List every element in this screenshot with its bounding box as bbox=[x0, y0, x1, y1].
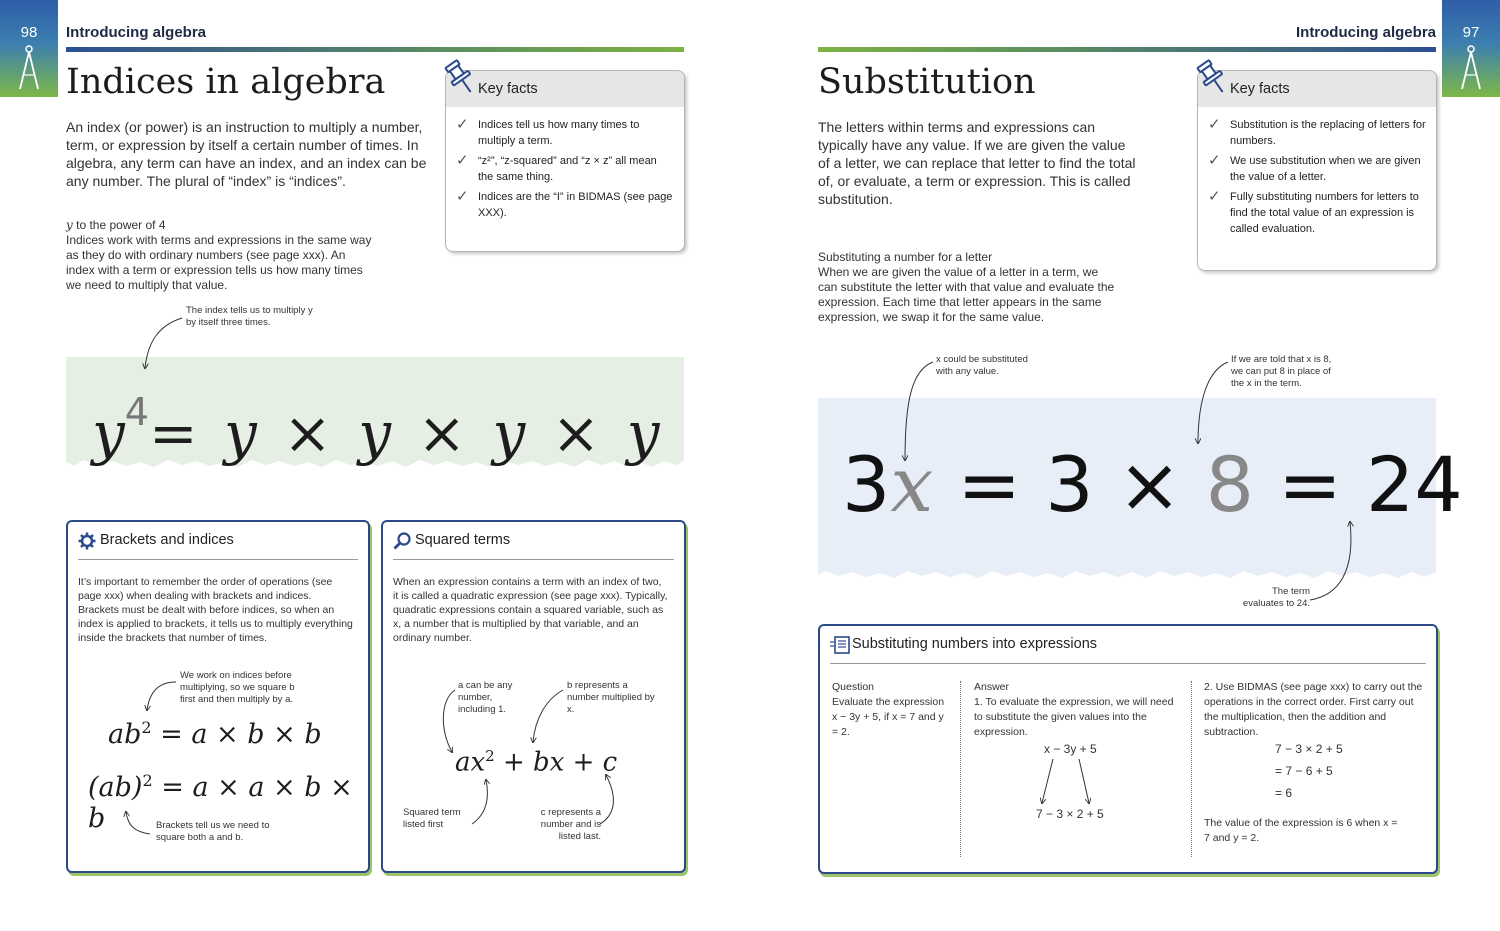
magnifier-icon bbox=[393, 532, 411, 550]
column-divider bbox=[960, 681, 961, 857]
equation-rhs: = y × y × y × y bbox=[148, 399, 664, 467]
sub-eq-coef: 3 bbox=[842, 440, 891, 529]
panel-divider bbox=[78, 559, 358, 560]
squared-terms-panel bbox=[381, 520, 686, 873]
right-key-facts-title: Key facts bbox=[1198, 71, 1436, 107]
gear-icon bbox=[78, 532, 96, 550]
calc-line-1: 7 − 3 × 2 + 5 bbox=[1275, 742, 1343, 756]
equation-exponent: 4 bbox=[124, 390, 149, 434]
right-intro-text: The letters within terms and expressions can typically have any value. If we are given the value of a letter, we can replace that letter to find the total of, or evaluate, a term or expression. This is called substitution. bbox=[818, 119, 1136, 207]
sub-eq-mid: = 3 × bbox=[957, 440, 1182, 529]
squared-panel-title: Squared terms bbox=[415, 532, 511, 548]
substitution-subtext: When we are given the value of a letter in a term, we can substitute the letter with that value and evaluate the expression. Each time that letter appears in the same expression, we swap it for the same value. bbox=[818, 265, 1115, 324]
squared-ann-squared: Squared term listed first bbox=[403, 807, 461, 830]
eq1-lhs: ab bbox=[108, 719, 142, 750]
bracket-equation-1 bbox=[108, 718, 322, 750]
quad-rest: + bx + c bbox=[502, 747, 618, 778]
substitution-subheading: Substituting a number for a letter bbox=[818, 250, 993, 264]
eq1-exp: 2 bbox=[141, 718, 152, 737]
left-intro-text: An index (or power) is an instruction to multiply a number, term, or expression by itself a certain number of times. In algebra, any term can have an index, and an index can be any number. The plural of “index” is “indices”. bbox=[66, 119, 427, 189]
right-key-fact-item: ✓ Fully substituting numbers for letters to find the total value of an expression is called evaluation. bbox=[1208, 188, 1419, 235]
question-block bbox=[832, 680, 952, 740]
column-divider bbox=[1191, 681, 1192, 857]
power-subsection bbox=[66, 218, 376, 293]
compass-icon bbox=[1459, 45, 1483, 91]
substitution-ann-8: If we are told that x is 8, we can put 8 in place of the x in the term. bbox=[1231, 354, 1332, 389]
brackets-annotation-bottom: Brackets tell us we need to square both a and b. bbox=[156, 820, 270, 843]
squared-ann-b: b represents a number multiplied by x. bbox=[567, 680, 655, 715]
worked-example-icon bbox=[830, 636, 850, 654]
substitution-ann-x: x could be substituted with any value. bbox=[936, 354, 1028, 377]
substitution-equation bbox=[842, 440, 1463, 530]
right-header-rule bbox=[818, 47, 1436, 52]
example-panel-title: Substituting numbers into expressions bbox=[852, 636, 1098, 652]
squared-panel-text: When an expression contains a term with an index of two, it is called a quadratic expression (see page xxx). Typically, quadratic expressions contain a squared variable, such as x, a number that is multiplied by that variable, and an ordinary number. bbox=[393, 576, 668, 644]
question-label: Question bbox=[832, 681, 875, 693]
left-header-rule bbox=[66, 47, 684, 52]
example-conclusion: The value of the expression is 6 when x = 7 and y = 2. bbox=[1204, 817, 1398, 844]
power-subheading: to the power of 4 bbox=[76, 218, 166, 232]
power-subtext: Indices work with terms and expressions in the same way as they do with ordinary numbers (see page xxx). An index with a term or expression tells us how many times we need to multiply that value. bbox=[66, 233, 372, 292]
index-annotation: The index tells us to multiply y by itself three times. bbox=[186, 305, 313, 328]
quadratic-expression bbox=[455, 747, 617, 778]
answer-block bbox=[974, 680, 1174, 740]
substitution-subsection bbox=[818, 250, 1118, 325]
substitution-example-panel bbox=[818, 624, 1438, 874]
squared-ann-c: c represents a number and is listed last. bbox=[540, 807, 601, 842]
left-running-head: Introducing algebra bbox=[66, 24, 207, 41]
substituted-expression: 7 − 3 × 2 + 5 bbox=[1036, 807, 1104, 821]
calc-line-2: = 7 − 6 + 5 bbox=[1275, 764, 1333, 778]
left-key-facts-box bbox=[445, 70, 685, 252]
brackets-panel-text: It’s important to remember the order of operations (see page xxx) when dealing with brackets and indices. Brackets must be dealt with before indices, so when an index is applied to brackets, it tells us to multiply everything inside the brackets that number of times. bbox=[78, 576, 353, 644]
equation-base: y bbox=[92, 399, 125, 467]
eq2-lhs: (ab) bbox=[88, 772, 143, 803]
brackets-indices-panel bbox=[66, 520, 370, 873]
right-key-fact-item: ✓ Substitution is the replacing of letters for numbers. bbox=[1208, 116, 1426, 147]
question-text: Evaluate the expression x − 3y + 5, if x = 7 and y = 2. bbox=[832, 696, 945, 738]
check-icon: ✓ bbox=[1208, 188, 1221, 205]
right-key-fact-item: ✓ We use substitution when we are given the value of a letter. bbox=[1208, 152, 1421, 183]
answer-step2: 2. Use BIDMAS (see page xxx) to carry out the operations in the correct order. First carry out the multiplication, then the addition and subtraction. bbox=[1204, 681, 1423, 738]
left-key-facts-title: Key facts bbox=[446, 71, 684, 107]
check-icon: ✓ bbox=[1208, 152, 1221, 169]
sub-eq-var: x bbox=[890, 440, 934, 529]
power-subheading-var: y bbox=[66, 218, 73, 232]
left-key-fact-item: ✓ “z²”, “z-squared” and “z × z” all mean the same thing. bbox=[456, 152, 657, 183]
check-icon: ✓ bbox=[456, 152, 469, 169]
squared-ann-a: a can be any number, including 1. bbox=[458, 680, 513, 715]
right-running-head: Introducing algebra bbox=[1295, 24, 1436, 41]
left-page-tab bbox=[0, 0, 58, 97]
right-page-title: Substitution bbox=[818, 62, 1036, 102]
power-equation bbox=[92, 372, 663, 473]
eq2-rhs: = a × a × b × b bbox=[88, 772, 353, 834]
left-key-fact-item: ✓ Indices are the “I” in BIDMAS (see page XXX). bbox=[456, 188, 673, 219]
pushpin-icon bbox=[1194, 58, 1226, 100]
eq1-rhs: = a × b × b bbox=[160, 719, 322, 750]
compass-icon bbox=[17, 45, 41, 91]
brackets-annotation-top: We work on indices before multiplying, so we square b first and then multiply by a. bbox=[180, 670, 295, 705]
pushpin-icon bbox=[442, 58, 474, 100]
check-icon: ✓ bbox=[1208, 116, 1221, 133]
original-expression: x − 3y + 5 bbox=[1044, 742, 1097, 756]
eq2-exp: 2 bbox=[142, 771, 153, 790]
left-key-fact-item: ✓ Indices tell us how many times to multiply a term. bbox=[456, 116, 640, 147]
panel-divider bbox=[393, 559, 674, 560]
substitution-ann-24: The term evaluates to 24. bbox=[1242, 586, 1310, 609]
panel-divider bbox=[830, 663, 1426, 664]
answer-label: Answer bbox=[974, 681, 1010, 693]
brackets-panel-title: Brackets and indices bbox=[100, 532, 234, 548]
calc-line-3: = 6 bbox=[1275, 786, 1293, 800]
quad-exp: 2 bbox=[485, 747, 495, 765]
right-page-tab bbox=[1442, 0, 1500, 97]
right-page-number: 97 bbox=[1462, 24, 1480, 41]
right-key-facts-box bbox=[1197, 70, 1437, 271]
left-page-number: 98 bbox=[20, 24, 38, 41]
quad-term-a: ax bbox=[455, 747, 486, 778]
sub-eq-result: = 24 bbox=[1278, 440, 1463, 529]
check-icon: ✓ bbox=[456, 116, 469, 133]
answer-step1: 1. To evaluate the expression, we will need to substitute the given values into the expression. bbox=[974, 696, 1174, 738]
left-page-title: Indices in algebra bbox=[66, 62, 386, 102]
sub-eq-eight: 8 bbox=[1205, 440, 1254, 529]
check-icon: ✓ bbox=[456, 188, 469, 205]
